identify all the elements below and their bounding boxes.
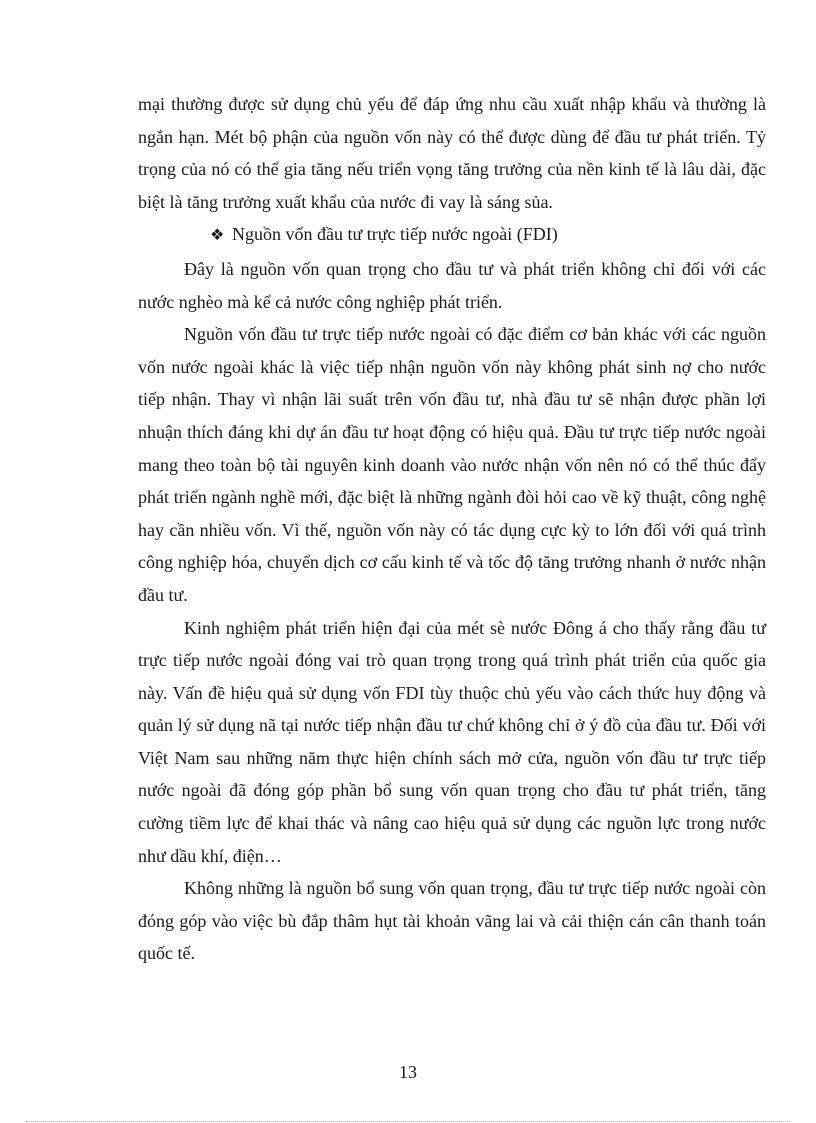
- paragraph-trade-credit-continuation: mại thường được sử dụng chủ yếu để đáp ứng nhu cầu xuất nhập khẩu và thường là ngắn hạn. Mét bộ phận của nguồn vốn này có thể được dùng để đầu tư phát triển. Tỷ trọng của nó có thể gia tăng nếu triển vọng tăng trưởng của nền kinh tế là lâu dài, đặc biệt là tăng trưởng xuất khẩu của nước đi vay là sáng sủa.: [138, 94, 766, 212]
- document-page: [138, 88, 766, 970]
- diamond-bullet-icon: ❖: [210, 227, 225, 245]
- section-heading-text: Nguồn vốn đầu tư trực tiếp nước ngoài (FDI): [232, 224, 558, 245]
- paragraph-fdi-balance-of-payments: Không những là nguồn bổ sung vốn quan trọng, đầu tư trực tiếp nước ngoài còn đóng góp vào việc bù đắp thâm hụt tài khoản vãng lai và cải thiện cán cân thanh toán quốc tế.: [138, 878, 766, 964]
- paragraph-fdi-characteristics: Nguồn vốn đầu tư trực tiếp nước ngoài có đặc điểm cơ bản khác với các nguồn vốn nước ngoài khác là việc tiếp nhận nguồn vốn này không phát sinh nợ cho nước tiếp nhận. Thay vì nhận lãi suất trên vốn đầu tư, nhà đầu tư sẽ nhận được phần lợi nhuận thích đáng khi dự án đầu tư hoạt động có hiệu quả. Đầu tư trực tiếp nước ngoài mang theo toàn bộ tài nguyên kinh doanh vào nước nhận vốn nên nó có thể thúc đẩy phát triển ngành nghề mới, đặc biệt là những ngành đòi hỏi cao về kỹ thuật, công nghệ hay cần nhiều vốn. Vì thế, nguồn vốn này có tác dụng cực kỳ to lớn đối với quá trình công nghiệp hóa, chuyển dịch cơ cấu kinh tế và tốc độ tăng trưởng nhanh ở nước nhận đầu tư.: [138, 324, 766, 605]
- section-heading-fdi: [138, 218, 766, 253]
- paragraph-fdi-experience: Kinh nghiệm phát triển hiện đại của mét sè nước Đông á cho thấy rằng đầu tư trực tiếp nước ngoài đóng vai trò quan trọng trong quá trình phát triển của quốc gia này. Vấn đề hiệu quả sử dụng vốn FDI tùy thuộc chủ yếu vào cách thức huy động và quản lý sử dụng nã tại nước tiếp nhận đầu tư chứ không chỉ ở ý đồ của đầu tư. Đối với Việt Nam sau những năm thực hiện chính sách mở cửa, nguồn vốn đầu tư trực tiếp nước ngoài đã đóng góp phần bổ sung vốn quan trọng cho đầu tư phát triển, tăng cường tiềm lực để khai thác và nâng cao hiệu quả sử dụng các nguồn lực trong nước như dầu khí, điện…: [138, 617, 766, 866]
- footer-divider: [26, 1121, 790, 1122]
- page-number: 13: [399, 1062, 417, 1082]
- paragraph-fdi-importance: Đây là nguồn vốn quan trọng cho đầu tư và phát triển không chỉ đối với các nước nghèo mà kể cả nước công nghiệp phát triển.: [138, 258, 766, 312]
